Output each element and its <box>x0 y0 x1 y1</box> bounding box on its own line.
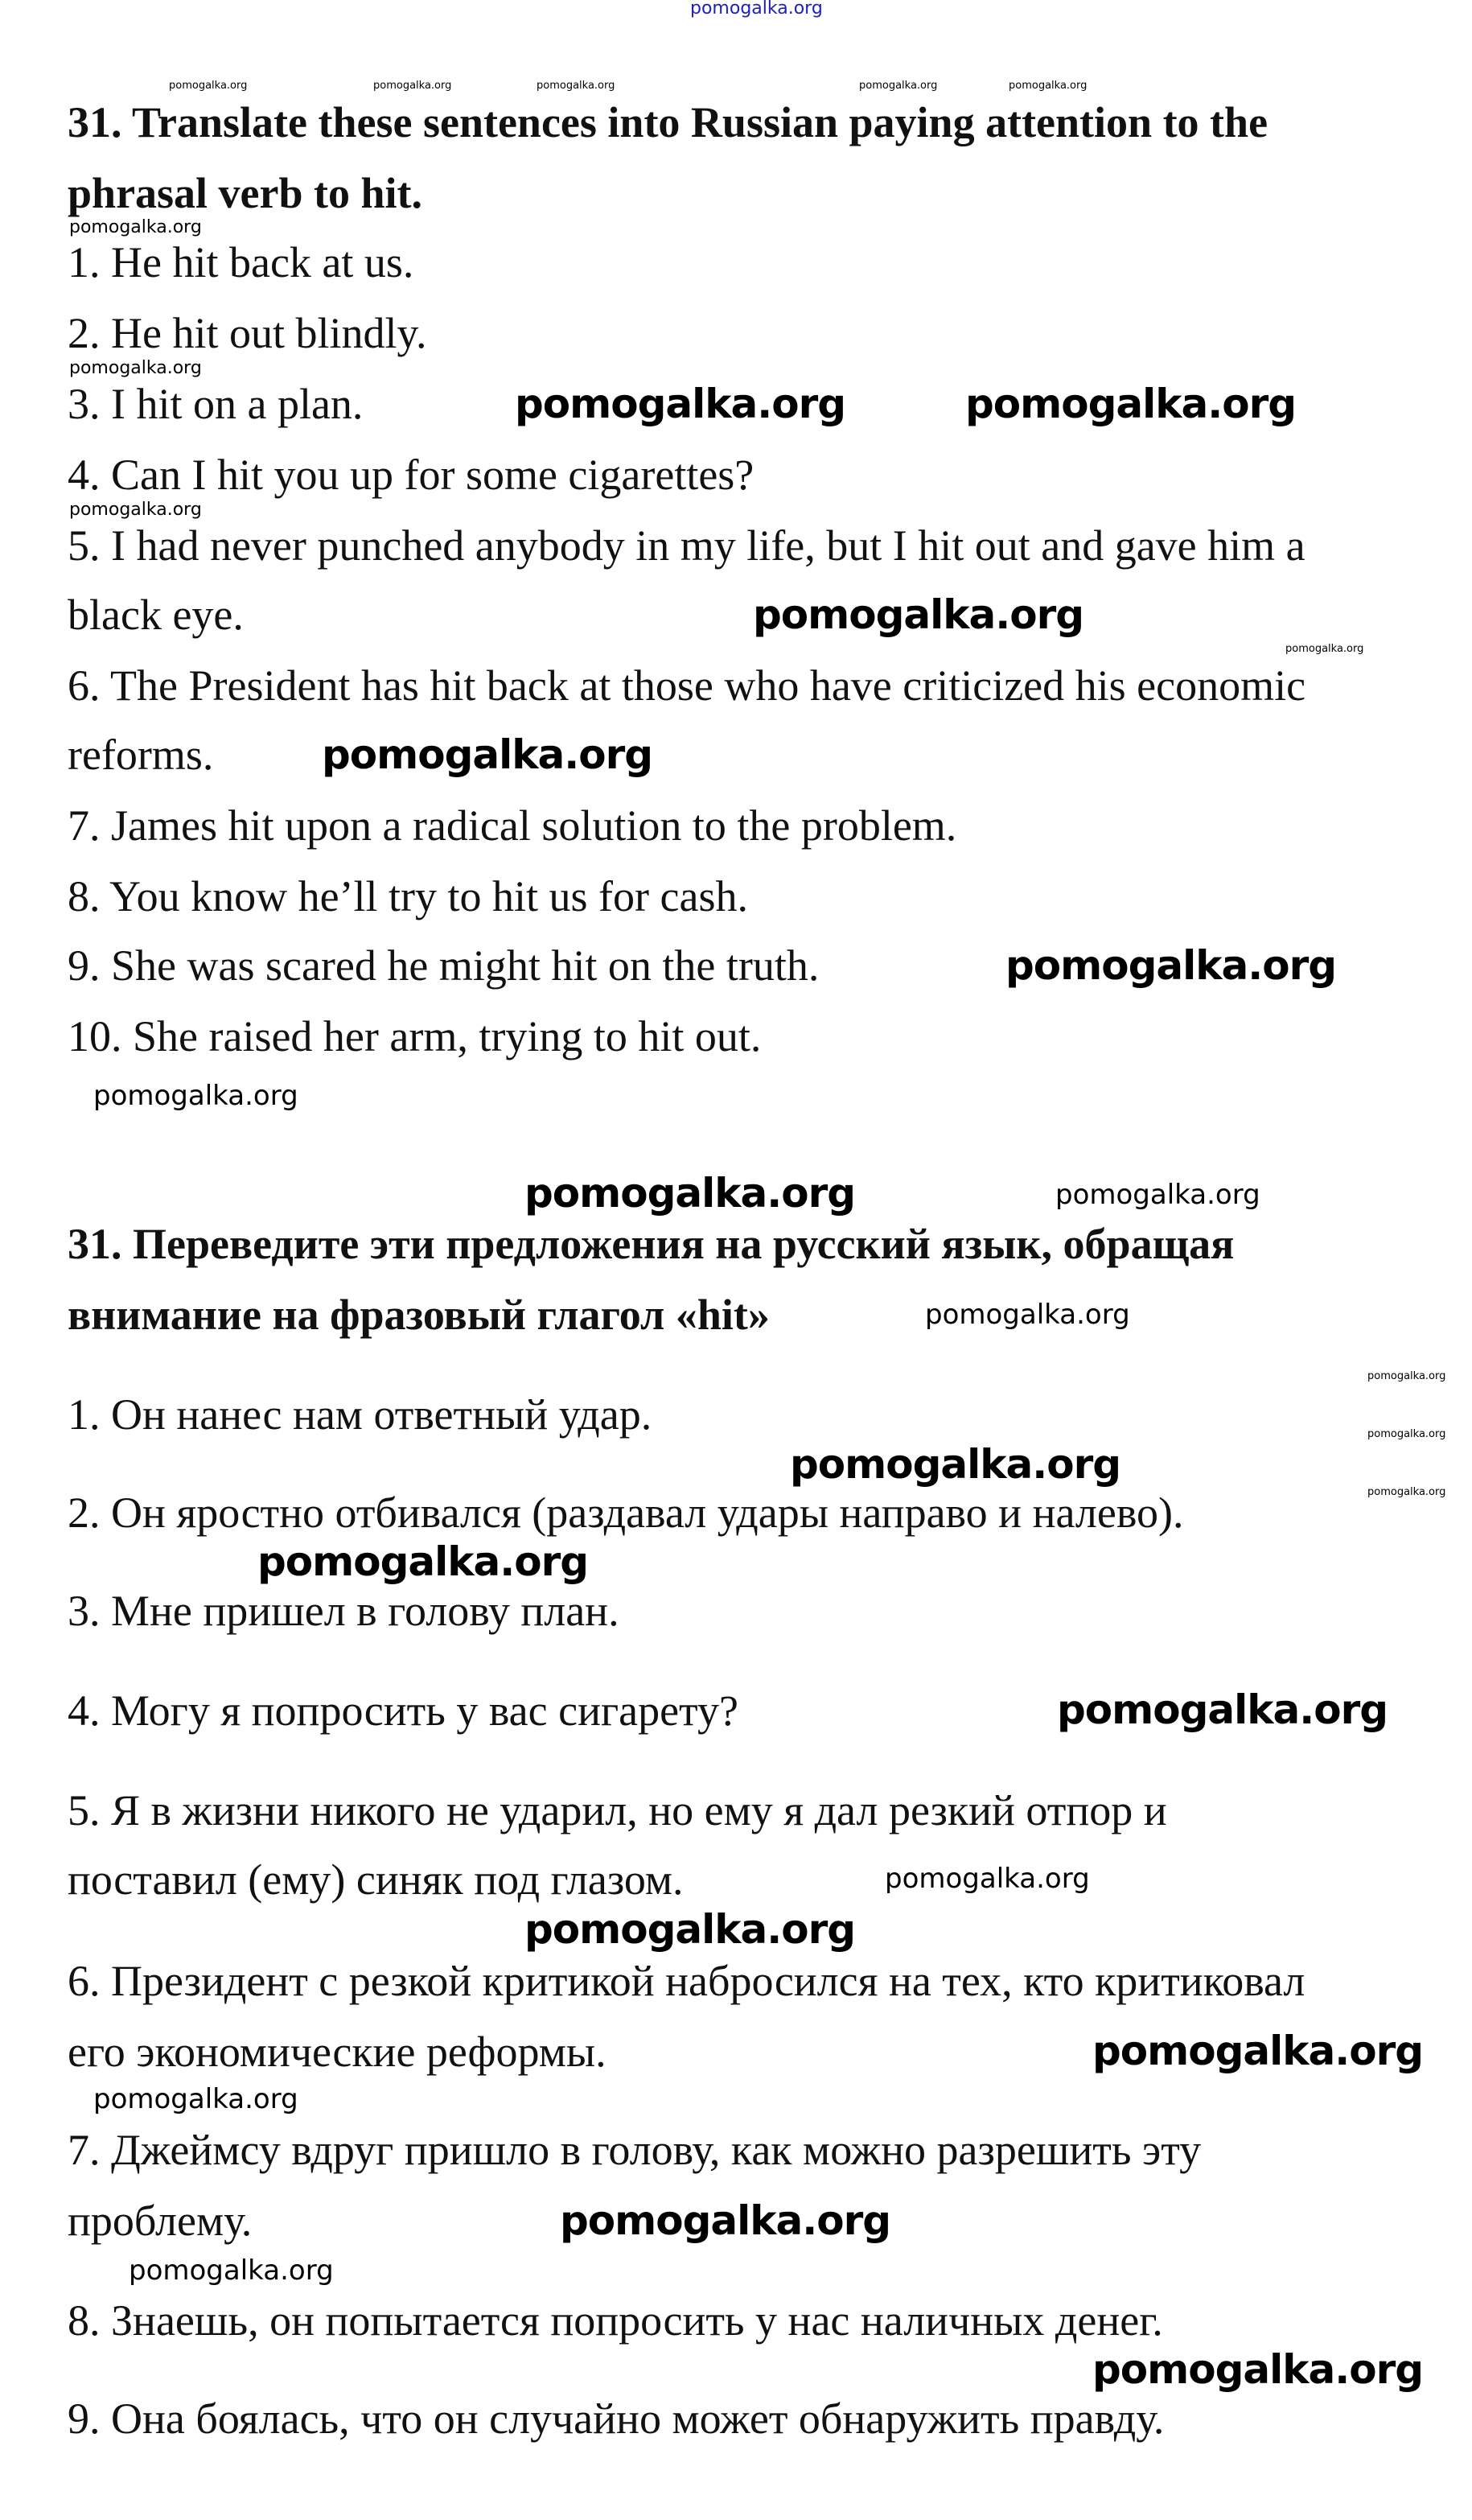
watermark: pomogalka.org <box>859 80 938 92</box>
watermark: pomogalka.org <box>524 1170 856 1217</box>
russian-item-2: 2. Он яростно отбивался (раздавал удары направо и налево). <box>68 1489 1184 1537</box>
watermark: pomogalka.org <box>1009 80 1088 92</box>
russian-item-1: 1. Он нанес нам ответный удар. <box>68 1390 652 1439</box>
english-item-9: 9. She was scared he might hit on the truth. <box>68 941 820 990</box>
russian-item-3: 3. Мне пришел в голову план. <box>68 1587 619 1635</box>
watermark: pomogalka.org <box>93 1080 298 1112</box>
watermark: pomogalka.org <box>790 1441 1121 1488</box>
russian-item-5-cont: поставил (ему) синяк под глазом. <box>68 1855 684 1904</box>
watermark: pomogalka.org <box>169 80 248 92</box>
watermark: pomogalka.org <box>129 2254 334 2287</box>
russian-item-5: 5. Я в жизни никого не ударил, но ему я дал резкий отпор и <box>68 1786 1167 1834</box>
watermark: pomogalka.org <box>69 500 202 520</box>
english-item-6-cont: reforms. <box>68 731 214 779</box>
watermark: pomogalka.org <box>925 1299 1130 1331</box>
english-item-7: 7. James hit upon a radical solution to the problem. <box>68 801 957 850</box>
english-heading-line-1: 31. Translate these sentences into Russian paying attention to the <box>68 98 1268 146</box>
english-heading-line-2: phrasal verb to hit. <box>68 169 423 217</box>
watermark: pomogalka.org <box>93 2083 298 2115</box>
english-item-4: 4. Can I hit you up for some cigarettes? <box>68 451 755 499</box>
english-item-5-cont: black eye. <box>68 591 244 639</box>
watermark: pomogalka.org <box>1367 1486 1446 1498</box>
watermark: pomogalka.org <box>69 358 202 378</box>
watermark: pomogalka.org <box>1367 1428 1446 1440</box>
english-item-10: 10. She raised her arm, trying to hit out. <box>68 1012 762 1060</box>
watermark: pomogalka.org <box>753 591 1084 638</box>
russian-item-4: 4. Могу я попросить у вас сигарету? <box>68 1686 738 1735</box>
watermark: pomogalka.org <box>1367 1370 1446 1382</box>
watermark: pomogalka.org <box>69 217 202 237</box>
watermark: pomogalka.org <box>524 1906 856 1953</box>
watermark: pomogalka.org <box>1285 643 1364 655</box>
russian-item-7: 7. Джеймсу вдруг пришло в голову, как можно разрешить эту <box>68 2126 1202 2174</box>
watermark-top: pomogalka.org <box>690 0 823 19</box>
watermark: pomogalka.org <box>322 731 653 778</box>
watermark: pomogalka.org <box>1092 2346 1424 2393</box>
watermark: pomogalka.org <box>1057 1686 1388 1733</box>
russian-item-6-cont: его экономические реформы. <box>68 2028 606 2076</box>
watermark: pomogalka.org <box>257 1538 589 1585</box>
english-item-1: 1. He hit back at us. <box>68 238 414 286</box>
watermark: pomogalka.org <box>1092 2028 1424 2074</box>
english-item-5: 5. I had never punched anybody in my life, but I hit out and gave him a <box>68 521 1305 570</box>
watermark: pomogalka.org <box>1055 1179 1260 1211</box>
russian-heading-line-1: 31. Переведите эти предложения на русский язык, обращая <box>68 1220 1235 1268</box>
russian-item-9: 9. Она боялась, что он случайно может обнаружить правду. <box>68 2394 1165 2443</box>
russian-heading-line-2: внимание на фразовый глагол «hit» <box>68 1291 770 1339</box>
english-item-3: 3. I hit on a plan. <box>68 380 364 428</box>
english-item-8: 8. You know he’ll try to hit us for cash. <box>68 872 748 920</box>
english-item-2: 2. He hit out blindly. <box>68 309 427 357</box>
russian-item-7-cont: проблему. <box>68 2197 253 2245</box>
watermark: pomogalka.org <box>965 381 1297 427</box>
watermark: pomogalka.org <box>537 80 615 92</box>
english-item-6: 6. The President has hit back at those who have criticized his economic <box>68 661 1306 710</box>
watermark: pomogalka.org <box>885 1863 1090 1895</box>
watermark: pomogalka.org <box>560 2197 891 2244</box>
russian-item-6: 6. Президент с резкой критикой набросился на тех, кто критиковал <box>68 1957 1305 2005</box>
watermark: pomogalka.org <box>1005 942 1337 989</box>
watermark: pomogalka.org <box>515 381 846 427</box>
russian-item-8: 8. Знаешь, он попытается попросить у нас наличных денег. <box>68 2296 1163 2345</box>
watermark: pomogalka.org <box>373 80 452 92</box>
